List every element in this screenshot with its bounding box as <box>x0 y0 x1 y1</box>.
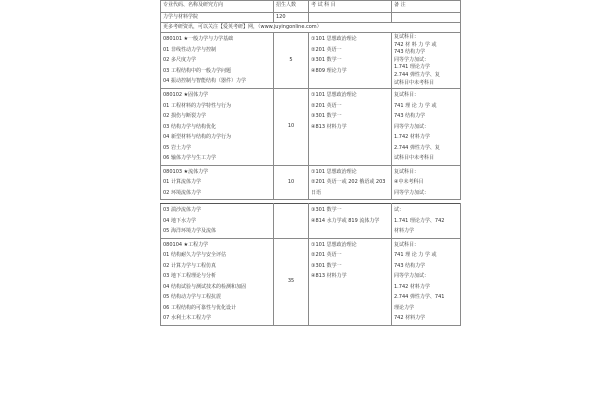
exam-cell <box>309 33 392 89</box>
major-code: 080102 ★固体力学 <box>163 92 209 99</box>
notice-row <box>161 23 461 33</box>
exam-item: ④813 材料力学 <box>311 123 347 130</box>
admission-table-top <box>160 0 461 200</box>
note-line: 2.744 弹性力学、741 <box>394 294 445 301</box>
direction: 05 结构动力学与工程抗震 <box>163 294 221 301</box>
major-cell <box>161 238 274 325</box>
note-line: 同等学力加试： <box>394 189 430 196</box>
notice-text[interactable]: 更多考研资讯，可以关注【爱英考研】网，（www.juyingonline.com） <box>161 23 461 33</box>
note-line: 741 理 论 力 学 或 <box>394 252 437 259</box>
major-cell <box>161 89 274 166</box>
exam-item: ③301 数学一 <box>311 57 342 63</box>
note-line: ④中未考科目 <box>394 179 424 186</box>
header-exams: 考 试 科 目 <box>309 1 392 13</box>
note-line: 同等学力加试： <box>394 56 430 63</box>
major-code: 080103 ★流体力学 <box>163 168 209 175</box>
exam-cell <box>309 89 392 166</box>
header-count: 招生人数 <box>274 1 309 13</box>
note-line: 1.741 理论力学、742 <box>394 217 445 224</box>
direction: 01 工程材料的力学特性与行为 <box>163 102 231 109</box>
note-line: 743 结构力学 <box>394 262 426 269</box>
note-line: 材料力学 <box>394 228 415 235</box>
exam-item: ③301 数学一 <box>311 262 342 269</box>
direction: 02 多尺度力学 <box>163 57 196 63</box>
exam-item: ②201 英语一 <box>311 46 342 53</box>
exam-item: ①101 思想政治理论 <box>311 92 357 99</box>
note-line: 同等学力加试： <box>394 123 430 130</box>
direction: 02 计算力学与工程仿真 <box>163 262 216 269</box>
exam-item: 日语 <box>311 189 322 196</box>
notes-cell <box>392 238 461 325</box>
major-cell <box>161 204 274 239</box>
direction: 04 振动控制与智能结构（器件）力学 <box>163 78 246 84</box>
direction: 04 新型材料与结构的力学行为 <box>163 134 231 141</box>
exam-item: ①101 思想政治理论 <box>311 168 357 175</box>
note-line: 743 结构力学 <box>394 49 426 56</box>
major-row <box>161 33 461 89</box>
exam-item: ②201 英语一或 202 俄语或 203 <box>311 179 386 186</box>
direction: 02 损伤与断裂力学 <box>163 113 206 120</box>
note-line: 试科目中未考科目 <box>394 155 435 162</box>
note-line: 1.742 材料力学 <box>394 283 430 290</box>
notes-cell <box>392 204 461 239</box>
exam-item: ②201 英语一 <box>311 102 342 109</box>
exam-item: ①101 思想政治理论 <box>311 241 357 248</box>
note-line: 复试科目： <box>394 92 420 99</box>
direction: 04 地下水力学 <box>163 217 196 224</box>
note-line: 1.741 理论力学 <box>394 64 430 71</box>
direction: 01 非线性动力学与控制 <box>163 46 216 53</box>
department-count: 120 <box>274 13 309 23</box>
header-major: 专业代码、名称及研究方向 <box>161 1 274 13</box>
note-line: 1.742 材料力学 <box>394 134 430 141</box>
direction: 01 计算流体力学 <box>163 179 201 186</box>
note-line: 试： <box>394 207 405 214</box>
note-line: 742 材 料 力 学 或 <box>394 41 437 48</box>
major-code: 080101 ★一般力学与力学基础 <box>163 36 234 42</box>
major-count: 35 <box>274 238 309 325</box>
note-line: 741 理 论 力 学 或 <box>394 102 437 109</box>
exam-item: ③301 数学一 <box>311 113 342 120</box>
note-line: 742 材料力学 <box>394 315 426 322</box>
major-code: 080104 ★工程力学 <box>163 241 209 248</box>
continued-row <box>161 204 461 239</box>
major-row <box>161 238 461 325</box>
admission-table-sheet <box>160 0 445 400</box>
direction: 07 水利土木工程力学 <box>163 315 211 322</box>
department-row <box>161 13 461 23</box>
direction: 03 湍沙流体力学 <box>163 207 201 214</box>
notes-cell <box>392 89 461 166</box>
direction: 03 地下工程理论与分析 <box>163 273 216 280</box>
direction: 01 结构耐久力学与安全评估 <box>163 252 226 259</box>
note-line: 2.744 弹性力学、复 <box>394 144 440 151</box>
exam-item: ①101 思想政治理论 <box>311 36 357 42</box>
exam-item: ④809 理论力学 <box>311 67 347 74</box>
department-name: 力学与材料学院 <box>161 13 274 23</box>
notes-cell <box>392 33 461 89</box>
exam-item: ④814 水力学或 819 流体力学 <box>311 217 380 224</box>
direction: 03 工程结构中的一般力学问题 <box>163 67 231 74</box>
major-count: 10 <box>274 89 309 166</box>
exam-cell <box>309 165 392 200</box>
exam-cell <box>309 238 392 325</box>
note-line: 理论力学 <box>394 304 415 311</box>
header-row <box>161 1 461 13</box>
major-row <box>161 89 461 166</box>
direction: 02 环境流体力学 <box>163 189 201 196</box>
major-cell <box>161 33 274 89</box>
notes-cell <box>392 165 461 200</box>
admission-table-continued <box>160 203 461 326</box>
note-line: 同等学力加试： <box>394 273 430 280</box>
note-line: 复试科目： <box>394 168 420 175</box>
major-count: 10 <box>274 165 309 200</box>
direction: 06 输体力学与生工力学 <box>163 155 216 162</box>
exam-cell <box>309 204 392 239</box>
major-row <box>161 165 461 200</box>
direction: 05 海洋环境力学及流体 <box>163 228 216 235</box>
header-notes: 备 注 <box>392 1 461 13</box>
direction: 03 结构力学与结构优化 <box>163 123 216 130</box>
note-line: 复试科目： <box>394 241 420 248</box>
major-cell <box>161 165 274 200</box>
direction: 06 工程结构的可靠性与优化设计 <box>163 304 236 311</box>
note-line: 743 结构力学 <box>394 113 426 120</box>
note-line: 复试科目： <box>394 34 420 40</box>
direction: 05 岩土力学 <box>163 144 191 151</box>
note-line: 试科目中未考科目 <box>394 79 435 86</box>
exam-item: ④813 材料力学 <box>311 273 347 280</box>
direction: 04 结构试验与测试技术的检测和加固 <box>163 283 246 290</box>
exam-item: ③301 数学一 <box>311 207 342 214</box>
exam-item: ②201 英语一 <box>311 252 342 259</box>
note-line: 2.744 弹性力学、复 <box>394 71 440 78</box>
major-count: 5 <box>274 33 309 89</box>
